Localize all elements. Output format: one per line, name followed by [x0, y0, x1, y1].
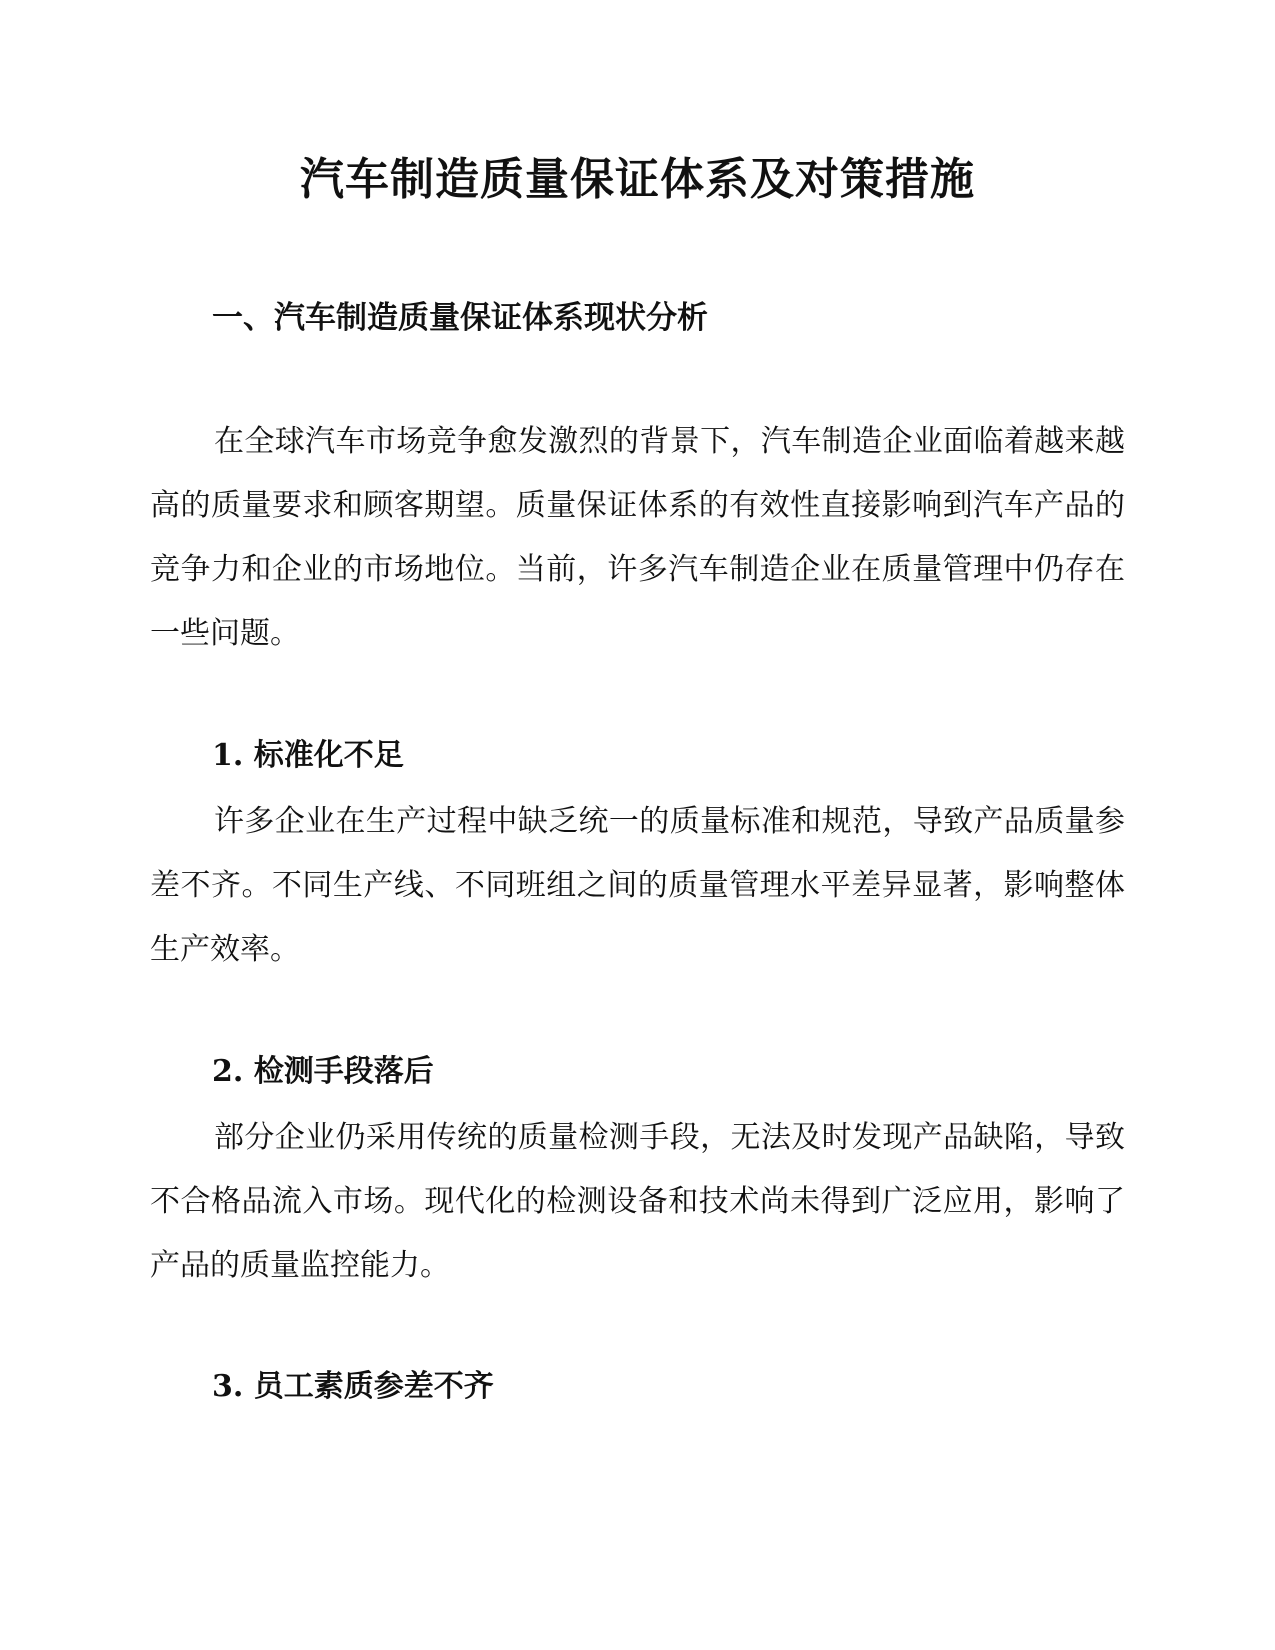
subsection-heading-1: 1. 标准化不足 [212, 738, 404, 773]
subsection-heading-3: 3. 员工素质参差不齐 [212, 1369, 494, 1404]
subsection-paragraph-1: 许多企业在生产过程中缺乏统一的质量标准和规范，导致产品质量参差不齐。不同生产线、不同班组之间的质量管理水平差异显著，影响整体生产效率。 [150, 804, 1125, 967]
intro-paragraph: 在全球汽车市场竞争愈发激烈的背景下，汽车制造企业面临着越来越高的质量要求和顾客期望。质量保证体系的有效性直接影响到汽车产品的竞争力和企业的市场地位。当前，许多汽车制造企业在质量管理中仍存在一些问题。 [150, 424, 1125, 651]
subsection-paragraph-2: 部分企业仍采用传统的质量检测手段，无法及时发现产品缺陷，导致不合格品流入市场。现代化的检测设备和技术尚未得到广泛应用，影响了产品的质量监控能力。 [150, 1120, 1125, 1283]
subsection-heading-2: 2. 检测手段落后 [212, 1054, 434, 1089]
section-heading: 一、汽车制造质量保证体系现状分析 [212, 300, 708, 336]
document-title: 汽车制造质量保证体系及对策措施 [300, 154, 975, 205]
